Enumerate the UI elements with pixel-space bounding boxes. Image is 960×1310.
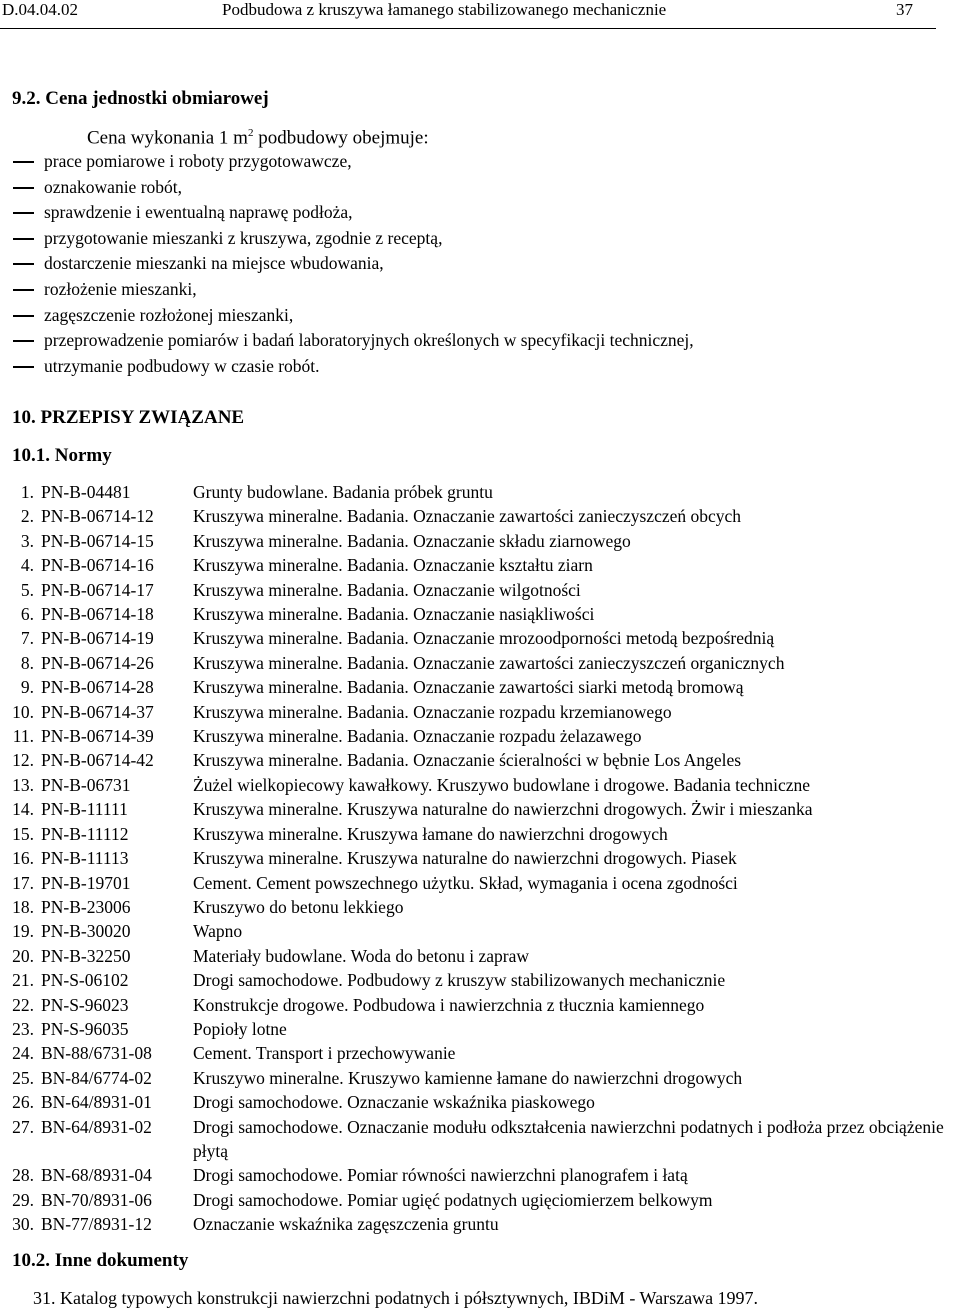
intro-before: Cena wykonania 1 m [87, 127, 248, 149]
norm-code: PN-S-96023 [41, 994, 129, 1015]
list-item-text: przygotowanie mieszanki z kruszywa, zgodnie z receptą, [44, 227, 443, 248]
norm-description: Kruszywa mineralne. Kruszywa naturalne do nawierzchni drogowych. Piasek [193, 848, 737, 869]
norm-row [0, 968, 960, 992]
norm-code: PN-B-30020 [41, 921, 131, 942]
norm-description: Cement. Transport i przechowywanie [193, 1043, 456, 1064]
norm-code: PN-B-06714-37 [41, 701, 154, 722]
norm-description: Kruszywa mineralne. Badania. Oznaczanie zawartości zanieczyszczeń obcych [193, 506, 742, 527]
norm-code: PN-B-04481 [41, 482, 131, 502]
norm-row [0, 651, 960, 675]
dash-bullet-icon [13, 366, 34, 368]
list-item [0, 303, 940, 329]
list-item-text: sprawdzenie i ewentualną naprawę podłoża, [44, 202, 353, 223]
norm-row [0, 1017, 960, 1041]
norm-row [0, 675, 960, 699]
list-item [0, 175, 940, 201]
intro-sup: 2 [247, 127, 254, 139]
norm-row [0, 1163, 960, 1187]
norm-row [0, 1041, 960, 1065]
norm-number: 16. [12, 848, 34, 869]
list-item-text: oznakowanie robót, [44, 176, 183, 197]
list-item [0, 251, 940, 277]
norm-number: 29. [12, 1189, 34, 1210]
section-heading-9-2: 9.2. Cena jednostki obmiarowej [12, 88, 269, 109]
norm-code: PN-B-23006 [41, 896, 131, 917]
norm-row [0, 895, 960, 919]
norm-number: 15. [12, 823, 34, 844]
subsection-heading-other-docs: 10.2. Inne dokumenty [12, 1250, 189, 1271]
norms-list [0, 480, 960, 1237]
norm-description: Kruszywa mineralne. Badania. Oznaczanie mrozoodporności metodą bezpośrednią [193, 628, 775, 649]
dash-bullet-icon [13, 340, 34, 342]
norm-number: 27. [12, 1116, 34, 1137]
norm-code: BN-68/8931-04 [41, 1165, 152, 1186]
norm-description: Drogi samochodowe. Pomiar równości nawierzchni planografem i łatą [193, 1165, 688, 1186]
intro-text [87, 127, 429, 149]
norm-description: Wapno [193, 921, 243, 942]
intro-after: podbudowy obejmuje: [253, 127, 429, 149]
norm-code: PN-B-06714-42 [41, 750, 154, 771]
norm-number: 5. [20, 579, 34, 600]
subsection-heading-norms: 10.1. Normy [12, 445, 112, 466]
norm-description: Materiały budowlane. Woda do betonu i zapraw [193, 945, 530, 966]
norm-description: Kruszywa mineralne. Badania. Oznaczanie rozpadu krzemianowego [193, 701, 672, 722]
list-item-text: dostarczenie mieszanki na miejsce wbudowania, [44, 253, 384, 274]
norm-row [0, 822, 960, 846]
list-item-text: rozłożenie mieszanki, [44, 278, 197, 299]
norm-code: BN-77/8931-12 [41, 1214, 152, 1235]
norm-code: PN-S-06102 [41, 970, 129, 991]
list-item [0, 328, 940, 354]
norm-number: 18. [12, 896, 34, 917]
norm-row [0, 797, 960, 821]
norm-description: Kruszywa mineralne. Badania. Oznaczanie zawartości zanieczyszczeń organicznych [193, 652, 785, 673]
norm-number: 9. [20, 677, 34, 698]
norm-code: PN-B-06714-12 [41, 506, 154, 527]
norm-number: 17. [12, 872, 34, 893]
norm-code: PN-B-19701 [41, 872, 131, 893]
norm-row [0, 1066, 960, 1090]
dash-bullet-icon [13, 212, 34, 214]
norm-description: Kruszywa mineralne. Badania. Oznaczanie nasiąkliwości [193, 604, 595, 625]
norm-number: 6. [20, 604, 34, 625]
norm-description: Drogi samochodowe. Podbudowy z kruszyw stabilizowanych mechanicznie [193, 970, 726, 991]
norm-description: Drogi samochodowe. Oznaczanie modułu odkształcenia nawierzchni podatnych i podłoża przez obciążenie płytą [193, 1116, 944, 1161]
norm-code: PN-B-06714-18 [41, 604, 154, 625]
norm-number: 10. [12, 701, 34, 722]
norm-row [0, 993, 960, 1017]
norm-code: BN-88/6731-08 [41, 1043, 152, 1064]
norm-description: Kruszywa mineralne. Badania. Oznaczanie kształtu ziarn [193, 555, 593, 576]
list-item [0, 149, 940, 175]
dash-bullet-icon [13, 238, 34, 240]
list-item-text: utrzymanie podbudowy w czasie robót. [44, 355, 320, 376]
norm-number: 3. [20, 530, 34, 551]
norm-description: Grunty budowlane. Badania próbek gruntu [193, 482, 493, 502]
norm-number: 8. [20, 652, 34, 673]
norm-description: Kruszywa mineralne. Kruszywa łamane do nawierzchni drogowych [193, 823, 668, 844]
norm-row [0, 602, 960, 626]
norm-description: Kruszywa mineralne. Badania. Oznaczanie rozpadu żelazawego [193, 726, 642, 747]
norm-row [0, 773, 960, 797]
norm-number: 1. [20, 482, 34, 502]
list-item-text: przeprowadzenie pomiarów i badań laboratoryjnych określonych w specyfikacji technicznej, [44, 330, 694, 351]
norm-number: 12. [12, 750, 34, 771]
norm-description: Popioły lotne [193, 1018, 287, 1039]
document-title: Podbudowa z kruszywa łamanego stabilizowanego mechanicznie [222, 0, 667, 19]
norm-number: 11. [12, 726, 34, 747]
norm-code: PN-B-06714-26 [41, 652, 154, 673]
norm-number: 28. [12, 1165, 34, 1186]
list-item [0, 354, 940, 380]
norm-description: Kruszywa mineralne. Badania. Oznaczanie ścieralności w bębnie Los Angeles [193, 750, 742, 771]
dash-bullet-icon [13, 263, 34, 265]
document-code: D.04.04.02 [2, 0, 79, 19]
norm-number: 23. [12, 1018, 34, 1039]
norm-row [0, 1090, 960, 1114]
norm-code: PN-B-06714-19 [41, 628, 154, 649]
norm-row [0, 1115, 960, 1164]
norm-code: PN-S-96035 [41, 1018, 129, 1039]
norm-row [0, 700, 960, 724]
norm-code: BN-84/6774-02 [41, 1067, 152, 1088]
list-item [0, 200, 940, 226]
norm-row [0, 553, 960, 577]
norm-row [0, 1188, 960, 1212]
norm-number: 2. [20, 506, 34, 527]
norm-row [0, 871, 960, 895]
list-item [0, 226, 940, 252]
norm-code: PN-B-06714-16 [41, 555, 154, 576]
norm-number: 26. [12, 1092, 34, 1113]
norm-description: Kruszywa mineralne. Badania. Oznaczanie składu ziarnowego [193, 530, 631, 551]
norm-number: 24. [12, 1043, 34, 1064]
list-item [0, 277, 940, 303]
norm-row [0, 626, 960, 650]
norm-description: Kruszywo mineralne. Kruszywo kamienne łamane do nawierzchni drogowych [193, 1067, 743, 1088]
page-header [0, 0, 936, 29]
norm-description: Cement. Cement powszechnego użytku. Skład, wymagania i ocena zgodności [193, 872, 738, 893]
norm-code: BN-64/8931-02 [41, 1116, 152, 1137]
norm-row [0, 504, 960, 528]
norm-description: Kruszywa mineralne. Badania. Oznaczanie wilgotności [193, 579, 581, 600]
norm-row [0, 724, 960, 748]
norm-description: Kruszywa mineralne. Kruszywa naturalne do nawierzchni drogowych. Żwir i mieszanka [193, 799, 813, 820]
norm-number: 7. [20, 628, 34, 649]
norm-number: 25. [12, 1067, 34, 1088]
norm-code: PN-B-32250 [41, 945, 131, 966]
norm-code: PN-B-11112 [41, 823, 129, 844]
norm-code: BN-64/8931-01 [41, 1092, 152, 1113]
dash-bullet-icon [13, 187, 34, 189]
norm-description: Konstrukcje drogowe. Podbudowa i nawierzchnia z tłucznia kamiennego [193, 994, 705, 1015]
norm-row [0, 919, 960, 943]
section-heading-10: 10. PRZEPISY ZWIĄZANE [12, 407, 245, 428]
norm-number: 22. [12, 994, 34, 1015]
norm-row [0, 529, 960, 553]
dash-bullet-icon [13, 289, 34, 291]
norm-code: BN-70/8931-06 [41, 1189, 152, 1210]
norm-number: 30. [12, 1214, 34, 1235]
norm-description: Drogi samochodowe. Pomiar ugięć podatnych ugięciomierzem belkowym [193, 1189, 713, 1210]
norm-number: 14. [12, 799, 34, 820]
norm-description: Kruszywo do betonu lekkiego [193, 896, 404, 917]
norm-row [0, 944, 960, 968]
norm-row [0, 748, 960, 772]
norm-row [0, 1212, 960, 1236]
norm-number: 19. [12, 921, 34, 942]
norm-row [0, 578, 960, 602]
norm-description: Oznaczanie wskaźnika zagęszczenia gruntu [193, 1214, 499, 1235]
norm-description: Drogi samochodowe. Oznaczanie wskaźnika piaskowego [193, 1092, 595, 1113]
bullet-list [0, 149, 940, 379]
norm-code: PN-B-06714-15 [41, 530, 154, 551]
catalog-reference: 31. Katalog typowych konstrukcji nawierzchni podatnych i półsztywnych, IBDiM - Warszawa 1997. [33, 1288, 759, 1308]
norm-code: PN-B-11113 [41, 848, 129, 869]
norm-row [0, 480, 960, 504]
norm-number: 13. [12, 774, 34, 795]
dash-bullet-icon [13, 161, 34, 163]
norm-description: Żużel wielkopiecowy kawałkowy. Kruszywo budowlane i drogowe. Badania techniczne [193, 774, 810, 795]
list-item-text: zagęszczenie rozłożonej mieszanki, [44, 304, 294, 325]
page-number: 37 [896, 0, 913, 19]
norm-number: 4. [20, 555, 34, 576]
norm-number: 21. [12, 970, 34, 991]
norm-code: PN-B-06714-17 [41, 579, 154, 600]
list-item-text: prace pomiarowe i roboty przygotowawcze, [44, 151, 352, 171]
dash-bullet-icon [13, 315, 34, 317]
norm-number: 20. [12, 945, 34, 966]
norm-description: Kruszywa mineralne. Badania. Oznaczanie zawartości siarki metodą bromową [193, 677, 744, 698]
norm-code: PN-B-06731 [41, 774, 131, 795]
norm-code: PN-B-06714-28 [41, 677, 154, 698]
norm-code: PN-B-11111 [41, 799, 128, 820]
norm-row [0, 846, 960, 870]
norm-code: PN-B-06714-39 [41, 726, 154, 747]
